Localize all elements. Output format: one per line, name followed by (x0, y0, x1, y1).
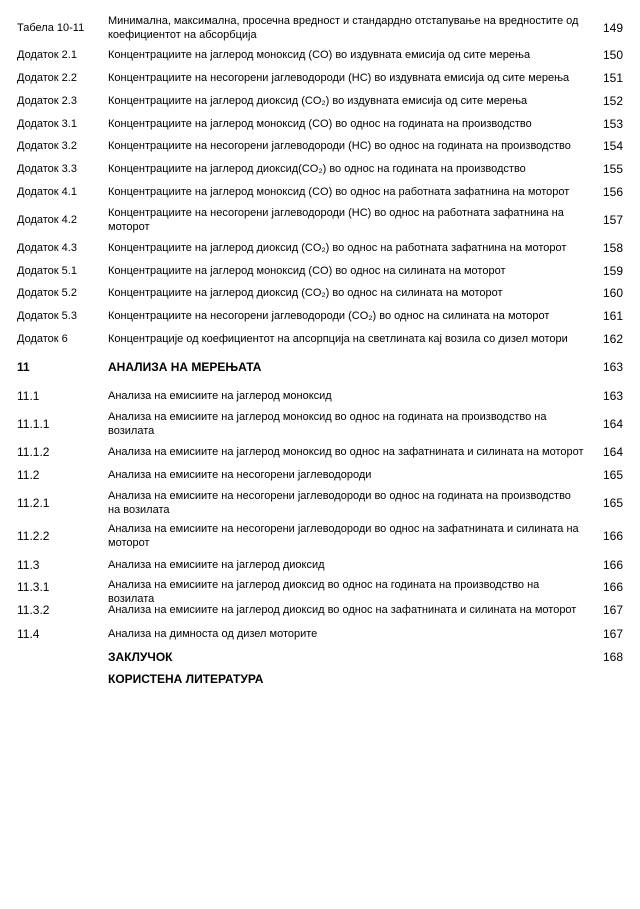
toc-title: Концентрациите на јаглерод диоксид(CO₂) во однос на годината на производство (108, 163, 526, 175)
toc-label: 11.3.2 (17, 603, 50, 617)
toc-title: Анализа на емисиите на јаглерод моноксид (108, 390, 332, 402)
toc-title: Анализа на емисиите на несогорени јаглеводороди во однос на годината на производство на возилата (108, 490, 571, 516)
toc-label: 11 (17, 360, 30, 374)
toc-page: 162 (602, 332, 623, 346)
toc-title: Концентрациите на несогорени јаглеводороди (CO₂) во однос на силината на моторот (108, 310, 550, 322)
toc-page: 161 (602, 309, 623, 323)
toc-label: Додаток 5.3 (17, 310, 77, 322)
toc-page: 151 (602, 71, 623, 85)
toc-title: Анализа на емисиите на јаглерод диоксид (108, 559, 325, 571)
toc-label: Додаток 2.3 (17, 95, 77, 107)
toc-page: 154 (602, 139, 623, 153)
toc-title: Анализа на емисиите на несогорени јаглеводороди (108, 469, 372, 481)
toc-title: Концентрациите на јаглерод диоксид (CO₂) во однос на работната зафатнина на моторот (108, 242, 567, 254)
toc-page: 166 (602, 558, 623, 572)
toc-title: Анализа на емисиите на јаглерод моноксид во однос на годината на производство на возилата (108, 411, 547, 437)
toc-label: Додаток 4.2 (17, 214, 77, 226)
toc-page: 160 (602, 286, 623, 300)
toc-title: Концентрациите на несогорени јаглеводороди (HC) во однос на годината на производство (108, 140, 571, 152)
toc-title: Концентрациите на јаглерод моноксид (CO) во издувната емисија од сите мерења (108, 49, 531, 61)
toc-page: 164 (602, 445, 623, 459)
toc-label: 11.3 (17, 558, 40, 572)
toc-page: 163 (602, 389, 623, 403)
toc-label: 11.1 (17, 389, 40, 403)
toc-title: Минимална, максимална, просечна вредност и стандардно отстапување на вредностите од коефициентот на абсорбција (108, 15, 579, 41)
toc-page: 158 (602, 241, 623, 255)
toc-page: 159 (602, 264, 623, 278)
toc-page: 150 (602, 48, 623, 62)
toc-label: Додаток 5.2 (17, 287, 77, 299)
toc-page: 167 (602, 603, 623, 617)
toc-page: 164 (602, 417, 623, 431)
toc-page: 168 (602, 650, 623, 664)
toc-title: Концентрациите на јаглерод диоксид (CO₂) во однос на силината на моторот (108, 287, 503, 299)
toc-label: Табела 10-11 (17, 22, 85, 34)
toc-page: 153 (602, 117, 623, 131)
toc-page: 166 (602, 529, 623, 543)
toc-label: 11.1.2 (17, 445, 50, 459)
toc-page: 165 (602, 496, 623, 510)
toc-title: Анализа на димноста од дизел моторите (108, 628, 318, 640)
toc-title: Анализа на емисиите на несогорени јаглеводороди во однос на зафатнината и силината на моторот (108, 523, 579, 549)
toc-label: 11.2 (17, 468, 40, 482)
toc-label: Додаток 6 (17, 333, 68, 345)
toc-label: Додаток 3.1 (17, 118, 77, 130)
toc-page: 155 (602, 162, 623, 176)
toc-title: Концентрациите на јаглерод моноксид (CO) во однос на работната зафатнина на моторот (108, 186, 570, 198)
toc-label: 11.4 (17, 627, 40, 641)
toc-label: Додаток 4.3 (17, 242, 77, 254)
toc-title: Анализа на емисиите на јаглерод диоксид во однос на годината на производство на возилата (108, 579, 540, 605)
toc-title: Концентрације од коефициентот на апсорпција на светлината кај возила со дизел мотори (108, 333, 568, 345)
toc-title: Концентрациите на несогорени јаглеводороди (HC) во издувната емисија од сите мерења (108, 72, 570, 84)
toc-page: 149 (602, 21, 623, 35)
toc-label: Додаток 3.2 (17, 140, 77, 152)
toc-page: 165 (602, 468, 623, 482)
toc-title: ЗАКЛУЧОК (108, 650, 173, 664)
toc-page: 167 (602, 627, 623, 641)
toc-label: Додаток 2.2 (17, 72, 77, 84)
toc-page: 157 (602, 213, 623, 227)
toc-label: 11.2.1 (17, 496, 50, 510)
toc-title: АНАЛИЗА НА МЕРЕЊАТА (108, 360, 262, 374)
toc-title: Концентрациите на јаглерод диоксид (CO₂) во издувната емисија од сите мерења (108, 95, 528, 107)
toc-label: 11.1.1 (17, 417, 50, 431)
toc-title: Концентрациите на јаглерод моноксид (CO) во однос на годината на производство (108, 118, 532, 130)
toc-title: Концентрациите на несогорени јаглеводороди (HC) во однос на работната зафатнина на моторот (108, 207, 564, 233)
toc-page: 156 (602, 185, 623, 199)
toc-page: 152 (602, 94, 623, 108)
toc-label: Додаток 5.1 (17, 265, 77, 277)
toc-title: КОРИСТЕНА ЛИТЕРАТУРА (108, 672, 264, 686)
toc-title: Анализа на емисиите на јаглерод моноксид во однос на зафатнината и силината на моторот (108, 446, 584, 458)
toc-label: Додаток 3.3 (17, 163, 77, 175)
toc-label: Додаток 2.1 (17, 49, 77, 61)
toc-label: 11.3.1 (17, 580, 50, 594)
toc-page: 163 (602, 360, 623, 374)
toc-label: 11.2.2 (17, 529, 50, 543)
toc-label: Додаток 4.1 (17, 186, 77, 198)
toc-title: Анализа на емисиите на јаглерод диоксид во однос на зафатнината и силината на моторот (108, 604, 577, 616)
toc-title: Концентрациите на јаглерод моноксид (CO) во однос на силината на моторот (108, 265, 506, 277)
toc-page: 166 (602, 580, 623, 594)
